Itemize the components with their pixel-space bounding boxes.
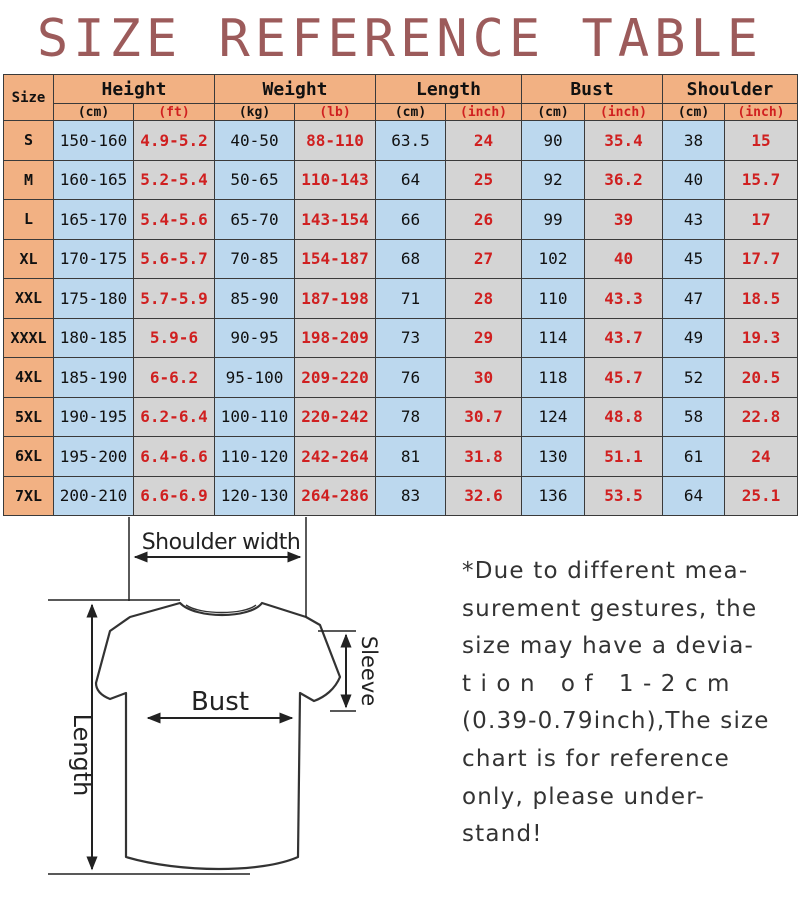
table-cell: 24: [725, 437, 798, 477]
table-cell: 95-100: [215, 358, 295, 398]
table-cell: 19.3: [725, 318, 798, 358]
length-label: Length: [68, 713, 96, 797]
table-cell: 180-185: [54, 318, 134, 358]
table-cell: 39: [585, 200, 663, 240]
note-line: only, please under-: [462, 783, 705, 810]
shoulder-header: Shoulder: [663, 75, 798, 104]
table-cell: 58: [663, 397, 725, 437]
table-cell: 200-210: [54, 476, 134, 516]
table-cell: 28: [446, 279, 522, 319]
table-cell: 25: [446, 160, 522, 200]
table-cell: 83: [376, 476, 446, 516]
table-cell: 198-209: [295, 318, 376, 358]
table-cell: 6.4-6.6: [134, 437, 215, 477]
table-cell: 64: [376, 160, 446, 200]
size-label: XL: [4, 239, 54, 279]
size-label: 4XL: [4, 358, 54, 398]
table-cell: 6.2-6.4: [134, 397, 215, 437]
sleeve-label: Sleeve: [357, 635, 381, 707]
size-table: [3, 74, 798, 516]
table-cell: 154-187: [295, 239, 376, 279]
table-cell: 81: [376, 437, 446, 477]
table-cell: 53.5: [585, 476, 663, 516]
table-row: [4, 358, 798, 398]
table-cell: 38: [663, 121, 725, 161]
table-cell: 5.4-5.6: [134, 200, 215, 240]
table-cell: 71: [376, 279, 446, 319]
height-cm-unit: (cm): [54, 104, 134, 121]
table-cell: 85-90: [215, 279, 295, 319]
table-cell: 47: [663, 279, 725, 319]
table-cell: 35.4: [585, 121, 663, 161]
table-cell: 43: [663, 200, 725, 240]
note-line: surement gestures, the: [462, 595, 758, 622]
table-cell: 92: [522, 160, 585, 200]
weight-lb-unit: (lb): [295, 104, 376, 121]
table-cell: 50-65: [215, 160, 295, 200]
table-cell: 99: [522, 200, 585, 240]
table-cell: 5.2-5.4: [134, 160, 215, 200]
table-cell: 90: [522, 121, 585, 161]
table-cell: 143-154: [295, 200, 376, 240]
table-cell: 24: [446, 121, 522, 161]
table-row: [4, 437, 798, 477]
table-cell: 195-200: [54, 437, 134, 477]
table-row: [4, 121, 798, 161]
table-cell: 29: [446, 318, 522, 358]
size-label: 7XL: [4, 476, 54, 516]
weight-kg-unit: (kg): [215, 104, 295, 121]
bust-header: Bust: [522, 75, 663, 104]
table-cell: 30: [446, 358, 522, 398]
table-cell: 18.5: [725, 279, 798, 319]
table-cell: 22.8: [725, 397, 798, 437]
note-line: size may have a devia-: [462, 633, 755, 660]
table-cell: 40-50: [215, 121, 295, 161]
tshirt-outline: [96, 603, 340, 869]
table-cell: 150-160: [54, 121, 134, 161]
table-cell: 17: [725, 200, 798, 240]
table-cell: 43.3: [585, 279, 663, 319]
table-row: [4, 318, 798, 358]
table-cell: 100-110: [215, 397, 295, 437]
table-cell: 70-85: [215, 239, 295, 279]
table-cell: 160-165: [54, 160, 134, 200]
table-cell: 110: [522, 279, 585, 319]
table-cell: 185-190: [54, 358, 134, 398]
size-label: 5XL: [4, 397, 54, 437]
table-cell: 45: [663, 239, 725, 279]
table-cell: 25.1: [725, 476, 798, 516]
table-cell: 102: [522, 239, 585, 279]
table-cell: 63.5: [376, 121, 446, 161]
height-ft-unit: (ft): [134, 104, 215, 121]
table-row: [4, 476, 798, 516]
size-label: XXXL: [4, 318, 54, 358]
table-cell: 5.7-5.9: [134, 279, 215, 319]
size-label: L: [4, 200, 54, 240]
table-row: [4, 279, 798, 319]
table-cell: 48.8: [585, 397, 663, 437]
unit-header-row: [4, 104, 798, 121]
table-cell: 43.7: [585, 318, 663, 358]
table-row: [4, 160, 798, 200]
length-cm-unit: (cm): [376, 104, 446, 121]
table-cell: 5.6-5.7: [134, 239, 215, 279]
table-cell: 209-220: [295, 358, 376, 398]
table-cell: 78: [376, 397, 446, 437]
table-cell: 49: [663, 318, 725, 358]
height-header: Height: [54, 75, 215, 104]
size-label: M: [4, 160, 54, 200]
table-cell: 31.8: [446, 437, 522, 477]
measurement-note: [462, 553, 772, 854]
table-cell: 136: [522, 476, 585, 516]
note-line: tion of 1-2cm: [462, 670, 739, 697]
table-cell: 40: [585, 239, 663, 279]
table-cell: 190-195: [54, 397, 134, 437]
note-line: stand!: [462, 821, 543, 848]
table-cell: 242-264: [295, 437, 376, 477]
table-cell: 187-198: [295, 279, 376, 319]
weight-header: Weight: [215, 75, 376, 104]
table-cell: 120-130: [215, 476, 295, 516]
bust-label: Bust: [190, 687, 250, 717]
table-cell: 26: [446, 200, 522, 240]
table-cell: 175-180: [54, 279, 134, 319]
note-line: (0.39-0.79inch),The size: [462, 708, 770, 735]
size-column-header: Size: [4, 75, 54, 121]
table-cell: 6-6.2: [134, 358, 215, 398]
size-label: 6XL: [4, 437, 54, 477]
shoulder-inch-unit: (inch): [725, 104, 798, 121]
table-cell: 5.9-6: [134, 318, 215, 358]
table-cell: 32.6: [446, 476, 522, 516]
table-cell: 15: [725, 121, 798, 161]
table-cell: 27: [446, 239, 522, 279]
note-line: *Due to different mea-: [462, 558, 749, 584]
table-row: [4, 200, 798, 240]
table-cell: 220-242: [295, 397, 376, 437]
table-cell: 130: [522, 437, 585, 477]
shoulder-cm-unit: (cm): [663, 104, 725, 121]
length-header: Length: [376, 75, 522, 104]
table-cell: 90-95: [215, 318, 295, 358]
table-cell: 17.7: [725, 239, 798, 279]
page-title: SIZE REFERENCE TABLE: [36, 9, 764, 69]
table-cell: 110-143: [295, 160, 376, 200]
table-cell: 264-286: [295, 476, 376, 516]
size-label: S: [4, 121, 54, 161]
table-cell: 52: [663, 358, 725, 398]
table-cell: 36.2: [585, 160, 663, 200]
table-cell: 124: [522, 397, 585, 437]
table-cell: 65-70: [215, 200, 295, 240]
table-cell: 6.6-6.9: [134, 476, 215, 516]
bust-inch-unit: (inch): [585, 104, 663, 121]
table-cell: 118: [522, 358, 585, 398]
table-cell: 4.9-5.2: [134, 121, 215, 161]
table-cell: 76: [376, 358, 446, 398]
table-cell: 64: [663, 476, 725, 516]
table-cell: 170-175: [54, 239, 134, 279]
table-row: [4, 239, 798, 279]
table-cell: 45.7: [585, 358, 663, 398]
table-row: [4, 397, 798, 437]
table-cell: 110-120: [215, 437, 295, 477]
table-cell: 51.1: [585, 437, 663, 477]
group-header-row: [4, 75, 798, 104]
bust-cm-unit: (cm): [522, 104, 585, 121]
table-cell: 66: [376, 200, 446, 240]
table-cell: 68: [376, 239, 446, 279]
length-inch-unit: (inch): [446, 104, 522, 121]
table-cell: 40: [663, 160, 725, 200]
shoulder-label: Shoulder width: [141, 530, 301, 555]
table-cell: 20.5: [725, 358, 798, 398]
table-cell: 30.7: [446, 397, 522, 437]
size-label: XXL: [4, 279, 54, 319]
table-cell: 73: [376, 318, 446, 358]
table-cell: 114: [522, 318, 585, 358]
table-cell: 61: [663, 437, 725, 477]
table-cell: 88-110: [295, 121, 376, 161]
table-cell: 15.7: [725, 160, 798, 200]
table-cell: 165-170: [54, 200, 134, 240]
note-line: chart is for reference: [462, 745, 730, 772]
